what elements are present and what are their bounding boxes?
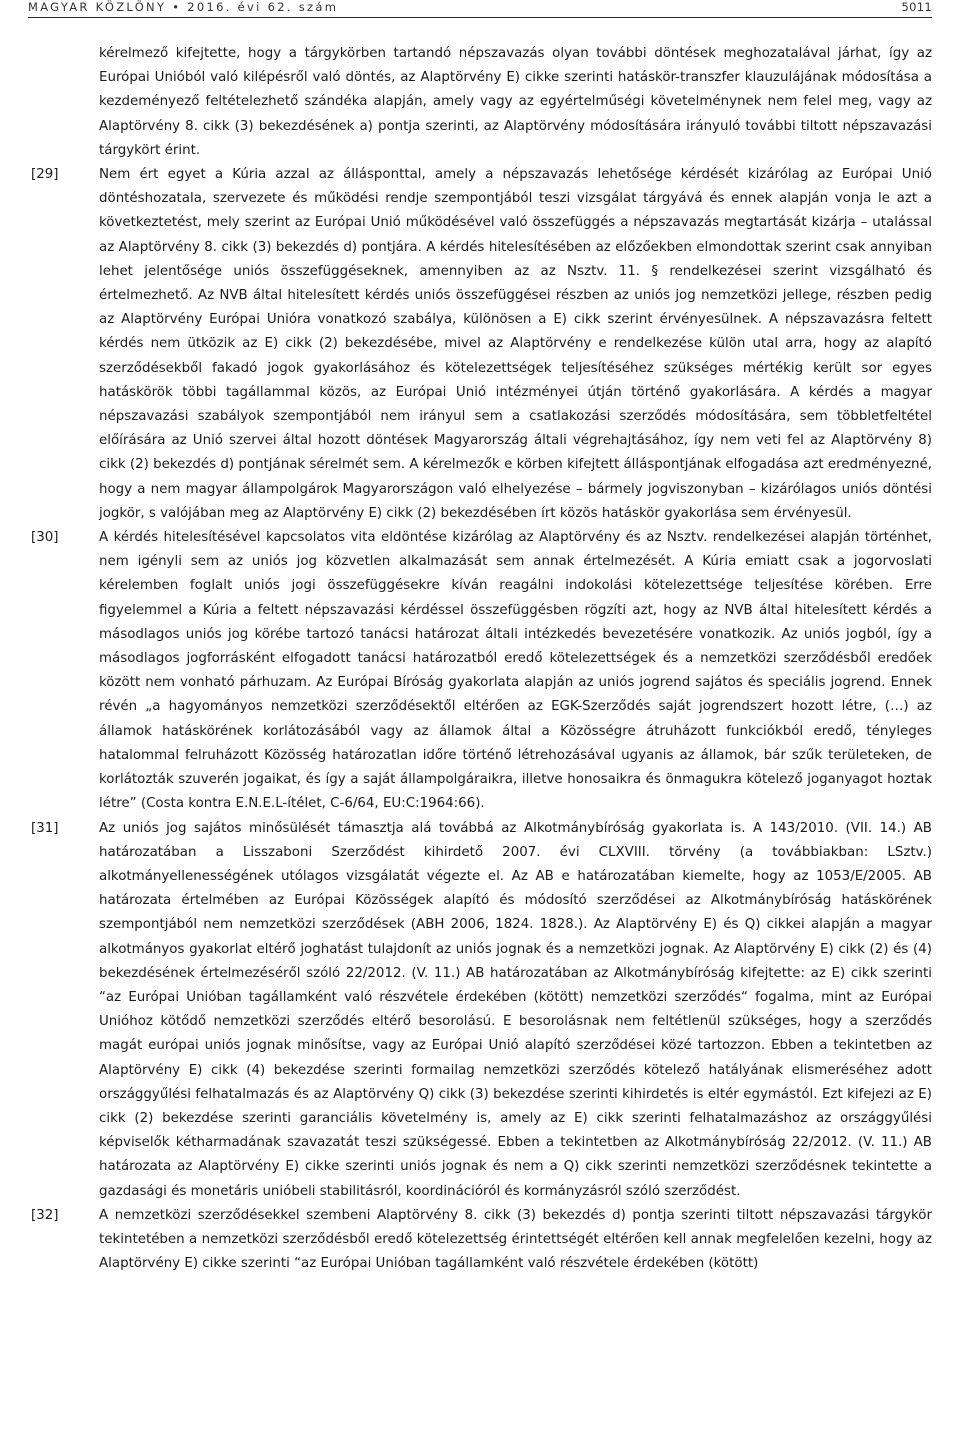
- header-rule: [28, 17, 932, 18]
- paragraph-number: [30]: [31, 530, 59, 546]
- paragraph-number: [29]: [31, 167, 59, 183]
- publication-title: MAGYAR KÖZLÖNY • 2016. évi 62. szám: [28, 0, 339, 14]
- paragraph-text: A nemzetközi szerződésekkel szembeni Alaptörvény 8. cikk (3) bekezdés d) pontja szerinti tiltott népszavazási tárgykör tekintetében a nemzetközi szerződésből eredő kötelezettség érintettségét eltérően kell annak megfelelően kezelni, hogy az Alaptörvény E) cikke szerinti “az Európai Unióban tagállamként való részvétele érdekében (kötött): [99, 1207, 932, 1272]
- document-body: [31, 42, 932, 1276]
- paragraph-29: [31, 163, 932, 526]
- paragraph-number: [31]: [31, 820, 59, 836]
- paragraph-number: [32]: [31, 1207, 59, 1223]
- paragraph-text: kérelmező kifejtette, hogy a tárgykörben tartandó népszavazás olyan további döntések meghozatalával járhat, így az Európai Unióból való kilépésről való döntés, az Alaptörvény E) cikke szerinti hatáskör-transzfer klauzulájának módosítása a kezdeményező feltételezhető szándéka alapján, amely vagy az egyértelműségi követelménynek nem felel meg, vagy az Alaptörvény 8. cikk (3) bekezdésének a) pontja szerinti, az Alaptörvény módosítására irányuló további tiltott népszavazási tárgykört érint.: [99, 46, 932, 158]
- paragraph-continued: [31, 42, 932, 163]
- paragraph-31: [31, 817, 932, 1204]
- paragraph-text: Az uniós jog sajátos minősülését támasztja alá továbbá az Alkotmánybíróság gyakorlata is. A 143/2010. (VII. 14.) AB határozatában a Lisszaboni Szerződést kihirdető 2007. évi CLXVIII. törvény (a továbbiakban: LSztv.) alkotmányellenességének utólagos vizsgálatát végezte el. Az AB e határozatában kiemelte, hogy az 1053/E/2005. AB határozata értelmében az Európai Közösségek alapító és módosító szerződései az Alkotmánybíróság hatáskörének szempontjából nem nemzetközi szerződések (ABH 2006, 1824. 1828.). Az Alaptörvény E) és Q) cikkei alapján a magyar alkotmányos gyakorlat eltérő joghatást tulajdonít az uniós jognak és a nemzetközi jognak. Az Alaptörvény E) cikk (2) és (4) bekezdésének értelmezéséről szóló 22/2012. (V. 11.) AB határozatában az Alkotmánybíróság kifejtette: az E) cikk szerinti “az Európai Unióban tagállamként való részvétele érdekében (kötött) nemzetközi szerződés“ fogalma, mint az Európai Unióhoz kötődő nemzetközi szerződés eltérő besorolású. E besorolásnak nem feltétlenül szükséges, hogy a szerződés magát európai uniós jognak minősítse, vagy az Európai Unió alapító szerződései közé tartozzon. Ebben a tekintetben az Alaptörvény E) cikk (4) bekezdése szerinti formailag nemzetközi szerződés kötelező hatályának elismeréséhez adott országgyűlési felhatalmazás és az Alaptörvény Q) cikk (3) bekezdése szerinti kihirdetés is eltér egymástól. Ezt kifejezi az E) cikk (2) bekezdése szerinti garanciális követelmény is, amely az E) cikk szerinti felhatalmazáshoz az országgyűlési képviselők kétharmadának szavazatát teszi szükségessé. Ebben a tekintetben az Alkotmánybíróság 22/2012. (V. 11.) AB határozata az Alaptörvény E) cikke szerinti uniós jognak és nem a Q) cikk szerinti nemzetközi szerződésnek tekintette a gazdasági és monetáris unióbeli stabilitásról, koordinációról és kormányzásról szóló szerződést.: [99, 820, 932, 1199]
- page-header: [28, 0, 932, 18]
- paragraph-text: Nem ért egyet a Kúria azzal az állásponttal, amely a népszavazás lehetősége kérdését kizárólag az Európai Unió döntéshozatala, szervezete és működési rendje szempontjából teszi vizsgálat tárgyává és ennek alapján vonja le azt a következtetést, mely szerint az Európai Unió működésével való összefüggés a népszavazás megtartását kizárja – utalással az Alaptörvény 8. cikk (3) bekezdés d) pontjára. A kérdés hitelesítésében az előzőekben elmondottak szerint csak annyiban lehet jelentősége uniós összefüggéseknek, amennyiben az az Nsztv. 11. § rendelkezései szerint vizsgálható és értelmezhető. Az NVB által hitelesített kérdés uniós összefüggései részben az uniós jog nemzetközi jellege, részben pedig az Alaptörvény Európai Unióra vonatkozó szabálya, különösen a E) cikk szerint érvényesülnek. A népszavazásra feltett kérdés nem ütközik az E) cikk (2) bekezdésébe, mivel az Alaptörvény e rendelkezése külön utal arra, hogy az alapító szerződésekből fakadó jogok gyakorlásához és kötelezettségek teljesítéséhez szükséges mértékig került sor egyes hatáskörök többi tagállammal közös, az Európai Unió intézményei útján történő gyakorlására. A kérdés a magyar népszavazási szabályok szempontjából nem irányul sem a csatlakozási szerződés módosítására, sem többletfeltétel előírására az Unió szervei által hozott döntések Magyarország általi végrehajtásához, így nem veti fel az Alaptörvény 8) cikk (2) bekezdés d) pontjának sérelmét sem. A kérelmezők e körben kifejtett álláspontjának elfogadása azt eredményezné, hogy a nem magyar állampolgárok Magyarországon való elhelyezése – bármely jogviszonyban – kizárólagos uniós döntési jogkör, s valójában meg az Alaptörvény E) cikk (2) bekezdésében írt közös hatáskör gyakorlása sem érvényesül.: [99, 167, 932, 521]
- paragraph-text: A kérdés hitelesítésével kapcsolatos vita eldöntése kizárólag az Alaptörvény és az Nsztv. rendelkezései alapján történhet, nem igényli sem az uniós jog közvetlen alkalmazását sem annak értelmezését. A Kúria emiatt csak a jogorvoslati kérelemben foglalt uniós jogi összefüggésekre kíván reagálni indokolási kötelezettsége teljesítése körében. Erre figyelemmel a Kúria a feltett népszavazási kérdéssel összefüggésben rögzíti azt, hogy az NVB által hitelesített kérdés a másodlagos uniós jog körébe tartozó tanácsi határozat általi intézkedés bevezetésére vonatkozik. Az uniós jogból, így a másodlagos jogforrásként elfogadott tanácsi határozatból eredő kötelezettségek és a nemzetközi szerződésből eredőek között nem vonható párhuzam. Az Európai Bíróság gyakorlata alapján az uniós jogrend sajátos és speciális jogrend. Ennek révén „a hagyományos nemzetközi szerződésektől eltérően az EGK-Szerződés saját jogrendszert hozott létre, (…) az államok hatáskörének korlátozásából vagy az államok által a Közösségre átruházott funkciókból eredő, tényleges hatalommal felruházott Közösség határozatlan időre történő létrehozásával ugyanis az államok, bár szűk területeken, de korlátozták szuverén jogaikat, és így a saját állampolgáraikra, illetve honosaikra és önmagukra kötelező joganyagot hoztak létre” (Costa kontra E.N.E.L-ítélet, C-6/64, EU:C:1964:66).: [99, 530, 932, 812]
- paragraph-30: [31, 526, 932, 816]
- page-number: 5011: [901, 0, 932, 14]
- paragraph-32: [31, 1204, 932, 1277]
